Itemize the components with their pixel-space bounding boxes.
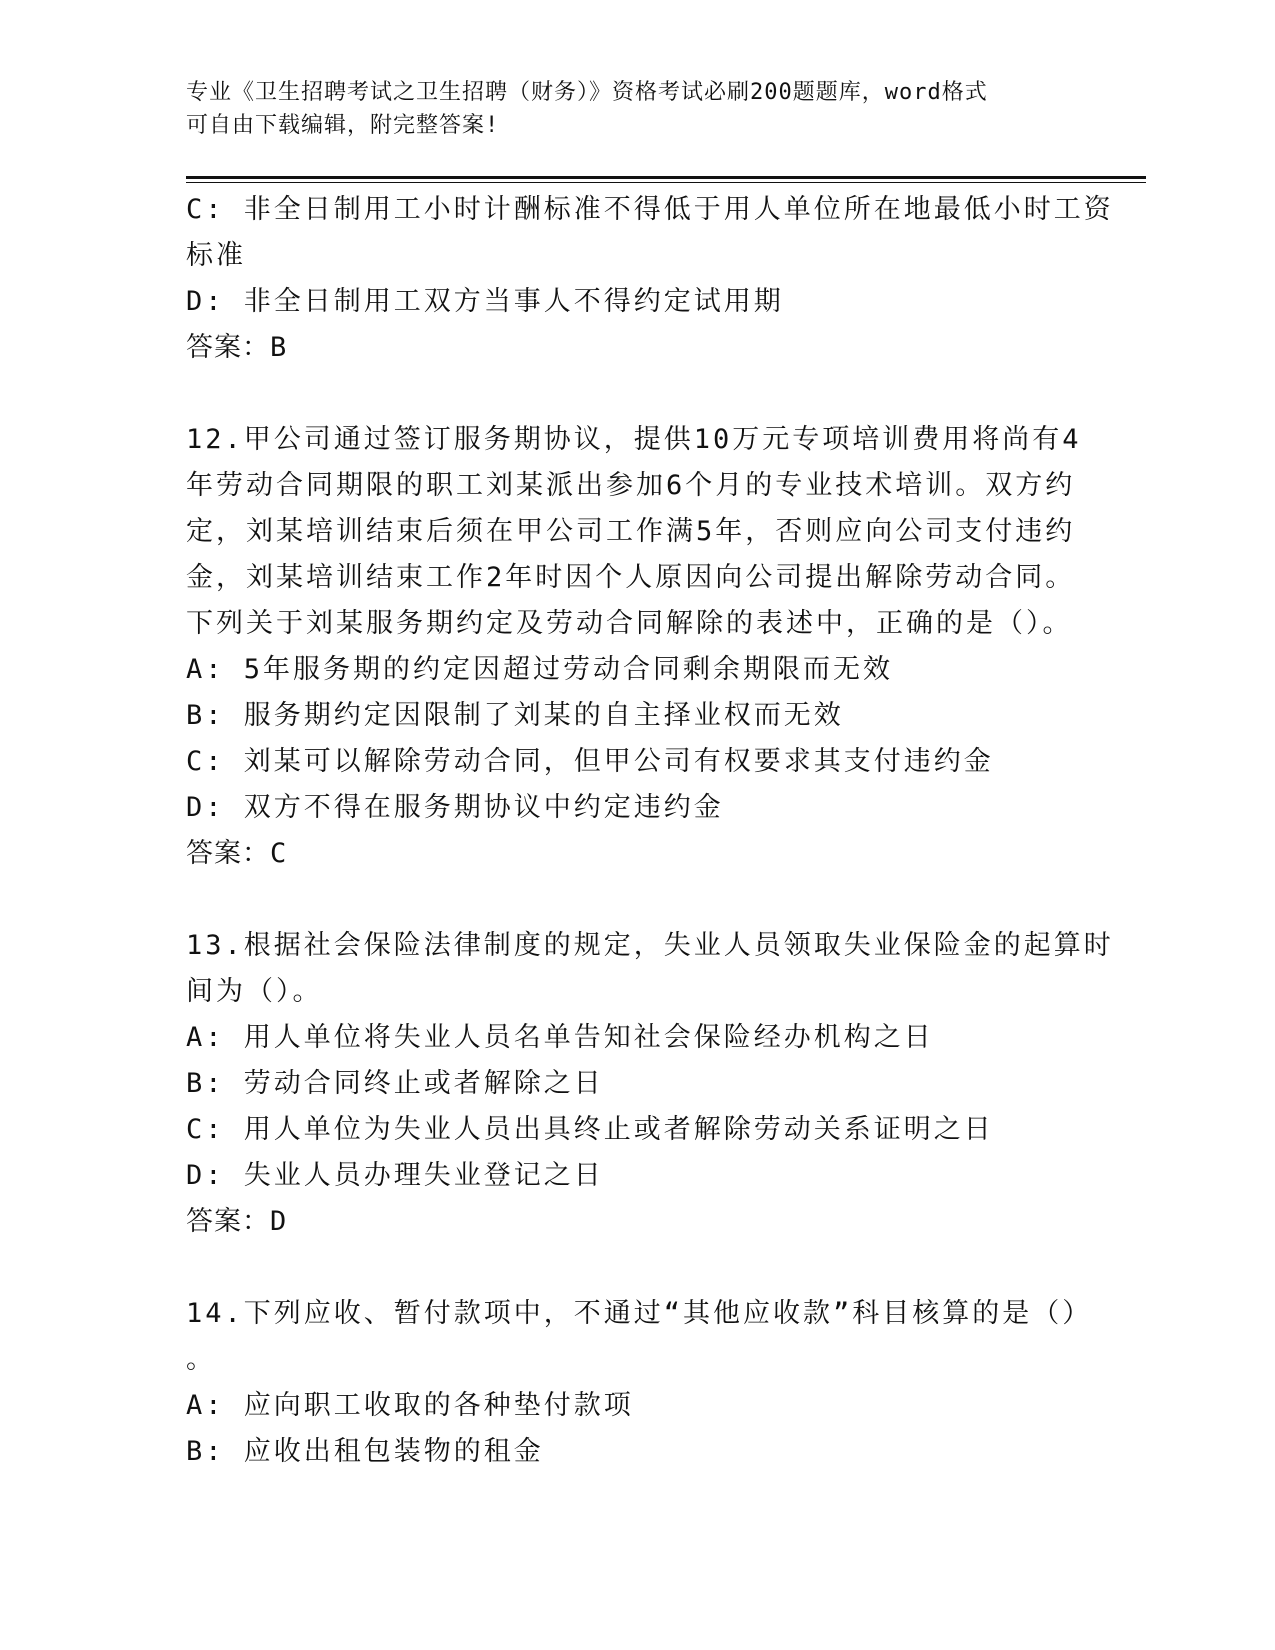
document-page — [186, 0, 1146, 1650]
document-body — [186, 187, 1114, 1475]
header-title-line-1: 专业《卫生招聘考试之卫生招聘（财务）》资格考试必刷200题题库，word格式 — [186, 80, 988, 105]
question-stem-line: 12.甲公司通过签订服务期协议，提供10万元专项培训费用将尚有4 — [186, 424, 1082, 455]
option-b: B: 劳动合同终止或者解除之日 — [186, 1068, 604, 1099]
question-11-continued — [186, 187, 1114, 371]
question-12 — [186, 417, 1082, 877]
question-stem-line: 间为（）。 — [186, 976, 323, 1007]
answer: 答案：D — [186, 1206, 288, 1237]
option-c: C: 用人单位为失业人员出具终止或者解除劳动关系证明之日 — [186, 1114, 994, 1145]
question-stem-line: 13.根据社会保险法律制度的规定，失业人员领取失业保险金的起算时 — [186, 930, 1114, 961]
option-d: D: 双方不得在服务期协议中约定违约金 — [186, 792, 724, 823]
question-stem-line: 。 — [186, 1344, 216, 1375]
answer: 答案：B — [186, 332, 288, 363]
answer: 答案：C — [186, 838, 288, 869]
document-header — [186, 76, 1066, 142]
question-stem-line: 14.下列应收、暂付款项中，不通过“其他应收款”科目核算的是（） — [186, 1298, 1093, 1329]
header-divider-thick — [186, 176, 1146, 179]
option-c-line-2: 标准 — [186, 240, 246, 271]
question-stem-line: 定，刘某培训结束后须在甲公司工作满5年，否则应向公司支付违约 — [186, 516, 1076, 547]
question-stem-line: 金，刘某培训结束工作2年时因个人原因向公司提出解除劳动合同。 — [186, 562, 1076, 593]
option-a: A: 用人单位将失业人员名单告知社会保险经办机构之日 — [186, 1022, 934, 1053]
option-a: A: 应向职工收取的各种垫付款项 — [186, 1390, 634, 1421]
question-stem-line: 下列关于刘某服务期约定及劳动合同解除的表述中，正确的是（）。 — [186, 608, 1073, 639]
option-d: D: 失业人员办理失业登记之日 — [186, 1160, 604, 1191]
header-title-line-2: 可自由下载编辑，附完整答案! — [186, 113, 500, 138]
option-c: C: 刘某可以解除劳动合同，但甲公司有权要求其支付违约金 — [186, 746, 994, 777]
question-13 — [186, 923, 1114, 1245]
option-a: A: 5年服务期的约定因超过劳动合同剩余期限而无效 — [186, 654, 894, 685]
question-14 — [186, 1291, 1093, 1475]
option-b: B: 应收出租包装物的租金 — [186, 1436, 544, 1467]
option-b: B: 服务期约定因限制了刘某的自主择业权而无效 — [186, 700, 844, 731]
option-d: D: 非全日制用工双方当事人不得约定试用期 — [186, 286, 784, 317]
question-stem-line: 年劳动合同期限的职工刘某派出参加6个月的专业技术培训。双方约 — [186, 470, 1076, 501]
header-divider-thin — [186, 182, 1146, 183]
option-c-line-1: C: 非全日制用工小时计酬标准不得低于用人单位所在地最低小时工资 — [186, 194, 1114, 225]
